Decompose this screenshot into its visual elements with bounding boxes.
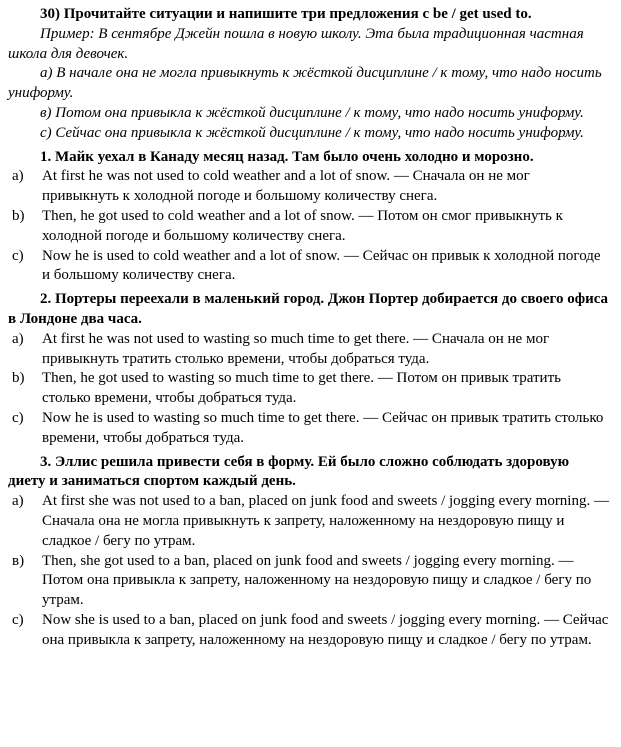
answer-item bbox=[8, 492, 609, 551]
answer-item bbox=[8, 611, 609, 651]
item-letter: a) bbox=[12, 493, 24, 510]
item-letter: b) bbox=[12, 207, 25, 224]
section-heading: 1. Майк уехал в Канаду месяц назад. Там было очень холодно и морозно. bbox=[40, 148, 534, 165]
item-letter: c) bbox=[12, 409, 24, 426]
item-letter: a) bbox=[12, 330, 24, 347]
item-text: Then, he got used to cold weather and a lot of snow. — Потом он смог привыкнуть к холодной погоде и большому количеству снега. bbox=[42, 207, 563, 244]
section-items bbox=[8, 330, 609, 449]
answer-item bbox=[8, 552, 609, 611]
section-items bbox=[8, 492, 609, 650]
example-items bbox=[8, 64, 609, 143]
item-text: Now she is used to a ban, placed on junk food and sweets / jogging every morning. — Сейчас она привыкла к запрету, наложенному на нездоровую пищу и сладкое / бегу по утрам. bbox=[42, 611, 609, 648]
item-letter: c) bbox=[12, 247, 24, 264]
item-letter: a) bbox=[12, 168, 24, 185]
example-item: в) Потом она привыкла к жёсткой дисциплине / к тому, что надо носить униформу. bbox=[40, 104, 584, 121]
exercise-section bbox=[8, 290, 609, 448]
item-text: At first she was not used to a ban, placed on junk food and sweets / jogging every morning. — Сначала она не могла привыкнуть к запрету, наложенному на нездоровую пищу и сладкое / бегу по утрам. bbox=[42, 493, 609, 549]
item-text: At first he was not used to wasting so much time to get there. — Сначала он не мог привыкнуть тратить столько времени, чтобы добраться туда. bbox=[42, 330, 550, 367]
exercise-section bbox=[8, 453, 609, 651]
answer-item bbox=[8, 247, 609, 287]
item-text: At first he was not used to cold weather and a lot of snow. — Сначала он не мог привыкнуть к холодной погоде и большому количеству снега. bbox=[42, 168, 530, 205]
sections bbox=[8, 148, 609, 651]
item-letter: b) bbox=[12, 370, 25, 387]
exercise-section bbox=[8, 148, 609, 287]
section-heading: 3. Эллис решила привести себя в форму. Ей было сложно соблюдать здоровую диету и заниматься спортом каждый день. bbox=[8, 453, 570, 490]
item-text: Then, he got used to wasting so much time to get there. — Потом он привык тратить столько времени, чтобы добраться туда. bbox=[42, 370, 561, 407]
answer-item bbox=[8, 207, 609, 247]
answer-item bbox=[8, 167, 609, 207]
item-text: Then, she got used to a ban, placed on junk food and sweets / jogging every morning. — Потом она привыкла к запрету, наложенному на нездоровую пищу и сладкое / бегу по утрам. bbox=[42, 552, 592, 609]
section-heading: 2. Портеры переехали в маленький город. Джон Портер добирается до своего офиса в Лондоне два часа. bbox=[8, 291, 609, 327]
example-intro: Пример: В сентябре Джейн пошла в новую школу. Эта была традиционная частная школа для девочек. bbox=[8, 25, 584, 62]
answer-item bbox=[8, 330, 609, 370]
answer-item bbox=[8, 409, 609, 449]
example-block bbox=[8, 25, 609, 144]
section-items bbox=[8, 167, 609, 286]
exercise-title: 30) Прочитайте ситуации и напишите три предложения с be / get used to. bbox=[40, 6, 532, 22]
item-text: Now he is used to cold weather and a lot of snow. — Сейчас он привык к холодной погоде и большому количеству снега. bbox=[42, 247, 601, 284]
item-text: Now he is used to wasting so much time to get there. — Сейчас он привык тратить столько времени, чтобы добраться туда. bbox=[42, 409, 604, 446]
item-letter: в) bbox=[12, 552, 25, 569]
item-letter: с) bbox=[12, 611, 24, 628]
example-item: с) Сейчас она привыкла к жёсткой дисциплине / к тому, что надо носить униформу. bbox=[40, 124, 584, 141]
example-item: а) В начале она не могла привыкнуть к жёсткой дисциплине / к тому, что надо носить униформу. bbox=[8, 65, 602, 102]
answer-item bbox=[8, 369, 609, 409]
